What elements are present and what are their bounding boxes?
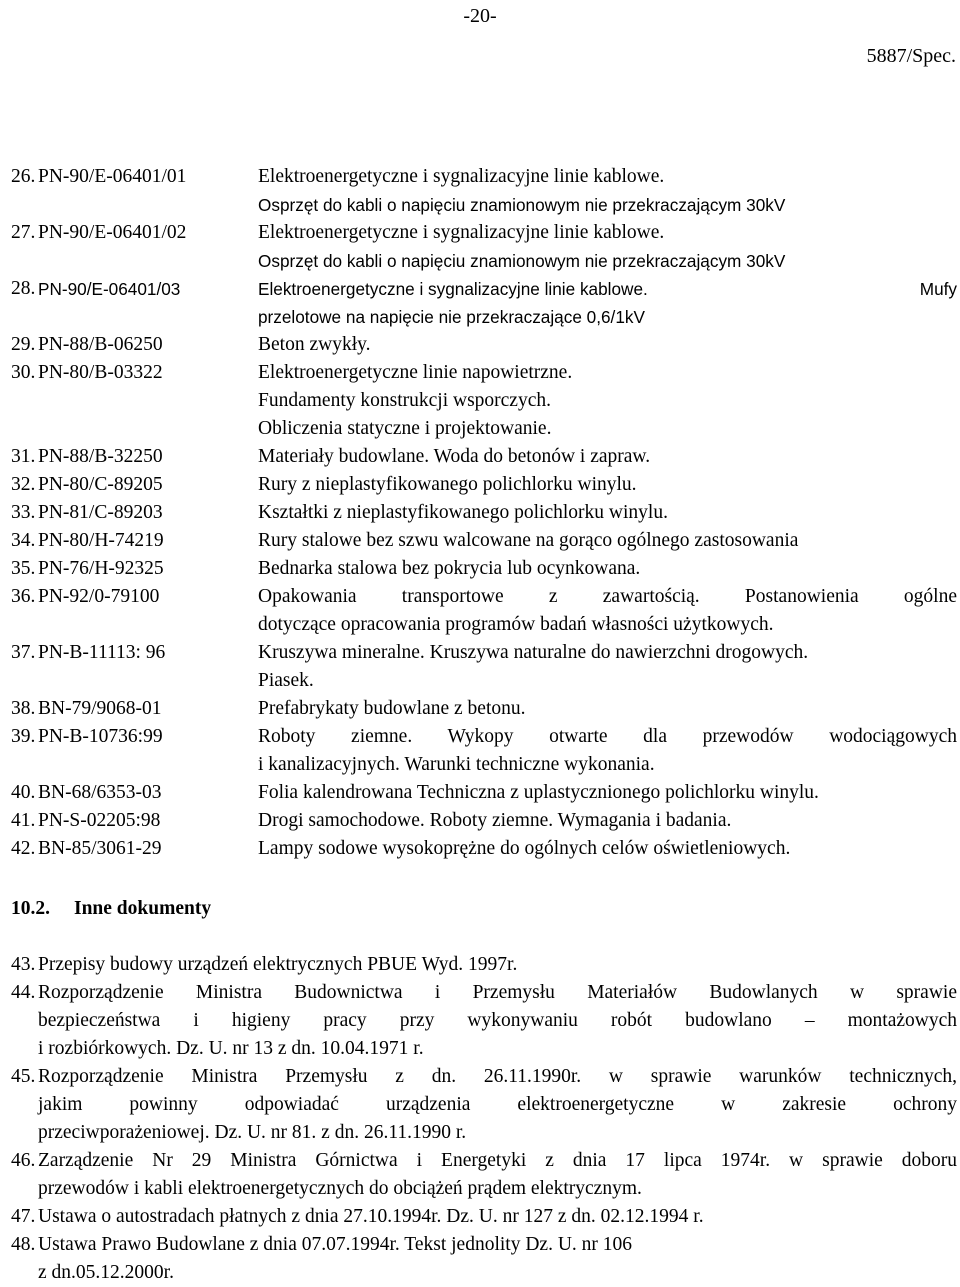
- document-number: 43.: [11, 954, 36, 975]
- reference-description-line: Kruszywa mineralne. Kruszywa naturalne do nawierzchni drogowych.: [258, 642, 809, 663]
- reference-description: [258, 555, 957, 583]
- reference-code: PN-B-11113: 96: [38, 642, 166, 663]
- document-item: [11, 1147, 957, 1203]
- section-number: 10.2.: [11, 898, 50, 919]
- reference-description-line: Lampy sodowe wysokoprężne do ogólnych celów oświetleniowych.: [258, 838, 791, 859]
- document-text-line: bezpieczeństwa i higieny pracy przy wykonywaniu robót budowlano – montażowych: [38, 1010, 957, 1031]
- document-text: [38, 1063, 957, 1147]
- reference-number: 41.: [11, 810, 36, 831]
- document-text-line: Przepisy budowy urządzeń elektrycznych PBUE Wyd. 1997r.: [38, 954, 518, 975]
- reference-item: [11, 639, 957, 695]
- other-documents-list: [11, 951, 957, 1287]
- reference-number: 26.: [11, 166, 36, 187]
- reference-description-line: Rury stalowe bez szwu walcowane na gorąco ogólnego zastosowania: [258, 530, 799, 551]
- reference-code: PN-90/E-06401/03: [38, 279, 181, 299]
- reference-description: [258, 695, 957, 723]
- reference-description-line: Osprzęt do kabli o napięciu znamionowym nie przekraczającym 30kV: [258, 251, 786, 271]
- reference-description: [258, 219, 957, 275]
- reference-code: PN-80/C-89205: [38, 474, 163, 495]
- reference-item: [11, 807, 957, 835]
- reference-description: [258, 723, 957, 779]
- reference-description: [258, 583, 957, 639]
- reference-description: [258, 639, 957, 695]
- reference-number: 39.: [11, 726, 36, 747]
- document-text-line: jakim powinny odpowiadać urządzenia elektroenergetyczne w zakresie ochrony: [38, 1094, 957, 1115]
- document-number: 44.: [11, 982, 36, 1003]
- reference-item: [11, 471, 957, 499]
- document-number: 45.: [11, 1066, 36, 1087]
- document-text: [38, 1203, 957, 1231]
- document-text-line: Zarządzenie Nr 29 Ministra Górnictwa i Energetyki z dnia 17 lipca 1974r. w sprawie doboru: [38, 1150, 957, 1171]
- reference-item: [11, 835, 957, 863]
- document-text: [38, 951, 957, 979]
- document-text-line: przeciwporażeniowej. Dz. U. nr 81. z dn. 26.11.1990 r.: [38, 1122, 467, 1143]
- reference-description: [258, 163, 957, 219]
- document-text-line: przewodów i kabli elektroenergetycznych do obciążeń prądem elektrycznym.: [38, 1178, 642, 1199]
- document-item: [11, 979, 957, 1063]
- reference-description-line: Piasek.: [258, 670, 314, 691]
- reference-code: PN-76/H-92325: [38, 558, 164, 579]
- reference-item: [11, 499, 957, 527]
- reference-description: [258, 471, 957, 499]
- reference-item: [11, 359, 957, 443]
- reference-number: 35.: [11, 558, 36, 579]
- reference-description-line: Elektroenergetyczne i sygnalizacyjne linie kablowe.: [258, 222, 665, 243]
- page-number: -20-: [463, 5, 497, 27]
- reference-description: [258, 779, 957, 807]
- reference-number: 29.: [11, 334, 36, 355]
- reference-description-line: Kształtki z nieplastyfikowanego polichlorku winylu.: [258, 502, 668, 523]
- document-text-line: Rozporządzenie Ministra Budownictwa i Przemysłu Materiałów Budowlanych w sprawie: [38, 982, 957, 1003]
- document-number: 46.: [11, 1150, 36, 1171]
- reference-number: 31.: [11, 446, 36, 467]
- reference-code: PN-88/B-06250: [38, 334, 163, 355]
- reference-code: PN-81/C-89203: [38, 502, 163, 523]
- document-item: [11, 1063, 957, 1147]
- document-text-line: Rozporządzenie Ministra Przemysłu z dn. 26.11.1990r. w sprawie warunków technicznych,: [38, 1066, 957, 1087]
- reference-description-line: przelotowe na napięcie nie przekraczające 0,6/1kV: [258, 307, 645, 327]
- reference-code: PN-88/B-32250: [38, 446, 163, 467]
- reference-description: [258, 807, 957, 835]
- reference-description: [258, 331, 957, 359]
- reference-description: [258, 275, 957, 331]
- reference-description-line: Beton zwykły.: [258, 334, 371, 355]
- reference-number: 28.: [11, 278, 36, 299]
- reference-description-line: Obliczenia statyczne i projektowanie.: [258, 418, 552, 439]
- reference-number: 38.: [11, 698, 36, 719]
- reference-description-line: Materiały budowlane. Woda do betonów i zapraw.: [258, 446, 651, 467]
- reference-item: [11, 331, 957, 359]
- reference-description-text: Mufy: [919, 279, 957, 299]
- document-number: 47.: [11, 1206, 36, 1227]
- reference-description: [258, 499, 957, 527]
- reference-item: [11, 555, 957, 583]
- reference-item: [11, 723, 957, 779]
- reference-item: [11, 443, 957, 471]
- document-text-line: Ustawa o autostradach płatnych z dnia 27.10.1994r. Dz. U. nr 127 z dn. 02.12.1994 r.: [38, 1206, 704, 1227]
- reference-description-line: Elektroenergetyczne linie napowietrzne.: [258, 362, 573, 383]
- reference-description: [258, 527, 957, 555]
- reference-description-text: Elektroenergetyczne i sygnalizacyjne linie kablowe.: [258, 279, 648, 299]
- reference-number: 27.: [11, 222, 36, 243]
- document-text: [38, 979, 957, 1063]
- reference-item: [11, 779, 957, 807]
- reference-number: 36.: [11, 586, 36, 607]
- reference-code: PN-90/E-06401/01: [38, 166, 187, 187]
- document-text-line: i rozbiórkowych. Dz. U. nr 13 z dn. 10.04.1971 r.: [38, 1038, 424, 1059]
- reference-item: [11, 219, 957, 275]
- reference-description-line: Rury z nieplastyfikowanego polichlorku winylu.: [258, 474, 637, 495]
- document-code: 5887/Spec.: [866, 45, 956, 67]
- reference-code: PN-92/0-79100: [38, 586, 160, 607]
- reference-number: 34.: [11, 530, 36, 551]
- reference-description-line: Fundamenty konstrukcji wsporczych.: [258, 390, 551, 411]
- reference-item: [11, 695, 957, 723]
- document-text: [38, 1147, 957, 1203]
- reference-description-line: Folia kalendrowana Techniczna z uplastycznionego polichlorku winylu.: [258, 782, 819, 803]
- reference-code: PN-B-10736:99: [38, 726, 163, 747]
- reference-item: [11, 163, 957, 219]
- section-heading: [11, 895, 211, 923]
- reference-description-line: i kanalizacyjnych. Warunki techniczne wykonania.: [258, 754, 655, 775]
- reference-number: 42.: [11, 838, 36, 859]
- document-text-line: z dn.05.12.2000r.: [38, 1262, 174, 1283]
- reference-number: 30.: [11, 362, 36, 383]
- reference-code: BN-68/6353-03: [38, 782, 162, 803]
- reference-number: 32.: [11, 474, 36, 495]
- document-text-line: Ustawa Prawo Budowlane z dnia 07.07.1994r. Tekst jednolity Dz. U. nr 106: [38, 1234, 633, 1255]
- reference-number: 33.: [11, 502, 36, 523]
- reference-code: BN-79/9068-01: [38, 698, 162, 719]
- reference-item: [11, 583, 957, 639]
- reference-description-line: Opakowania transportowe z zawartością. Postanowienia ogólne: [258, 586, 957, 607]
- reference-code: PN-80/H-74219: [38, 530, 164, 551]
- reference-description-line: Bednarka stalowa bez pokrycia lub ocynkowana.: [258, 558, 641, 579]
- reference-code: PN-90/E-06401/02: [38, 222, 187, 243]
- reference-item: [11, 527, 957, 555]
- reference-description-line: Drogi samochodowe. Roboty ziemne. Wymagania i badania.: [258, 810, 732, 831]
- document-item: [11, 1203, 957, 1231]
- reference-description: [258, 359, 957, 443]
- reference-description: [258, 443, 957, 471]
- reference-description-line: Elektroenergetyczne i sygnalizacyjne linie kablowe.: [258, 166, 665, 187]
- reference-code: BN-85/3061-29: [38, 838, 162, 859]
- normative-references-list: [11, 163, 957, 863]
- reference-number: 40.: [11, 782, 36, 803]
- reference-number: 37.: [11, 642, 36, 663]
- section-title: Inne dokumenty: [74, 898, 212, 919]
- reference-code: PN-80/B-03322: [38, 362, 163, 383]
- reference-description-line: Prefabrykaty budowlane z betonu.: [258, 698, 526, 719]
- reference-description-line: Osprzęt do kabli o napięciu znamionowym nie przekraczającym 30kV: [258, 195, 786, 215]
- reference-code: PN-S-02205:98: [38, 810, 161, 831]
- reference-description-line: [258, 275, 957, 303]
- reference-description-line: Roboty ziemne. Wykopy otwarte dla przewodów wodociągowych: [258, 726, 957, 747]
- reference-description-line: dotyczące opracowania programów badań własności użytkowych.: [258, 614, 774, 635]
- reference-item: [11, 275, 957, 331]
- document-number: 48.: [11, 1234, 36, 1255]
- reference-description: [258, 835, 957, 863]
- document-item: [11, 951, 957, 979]
